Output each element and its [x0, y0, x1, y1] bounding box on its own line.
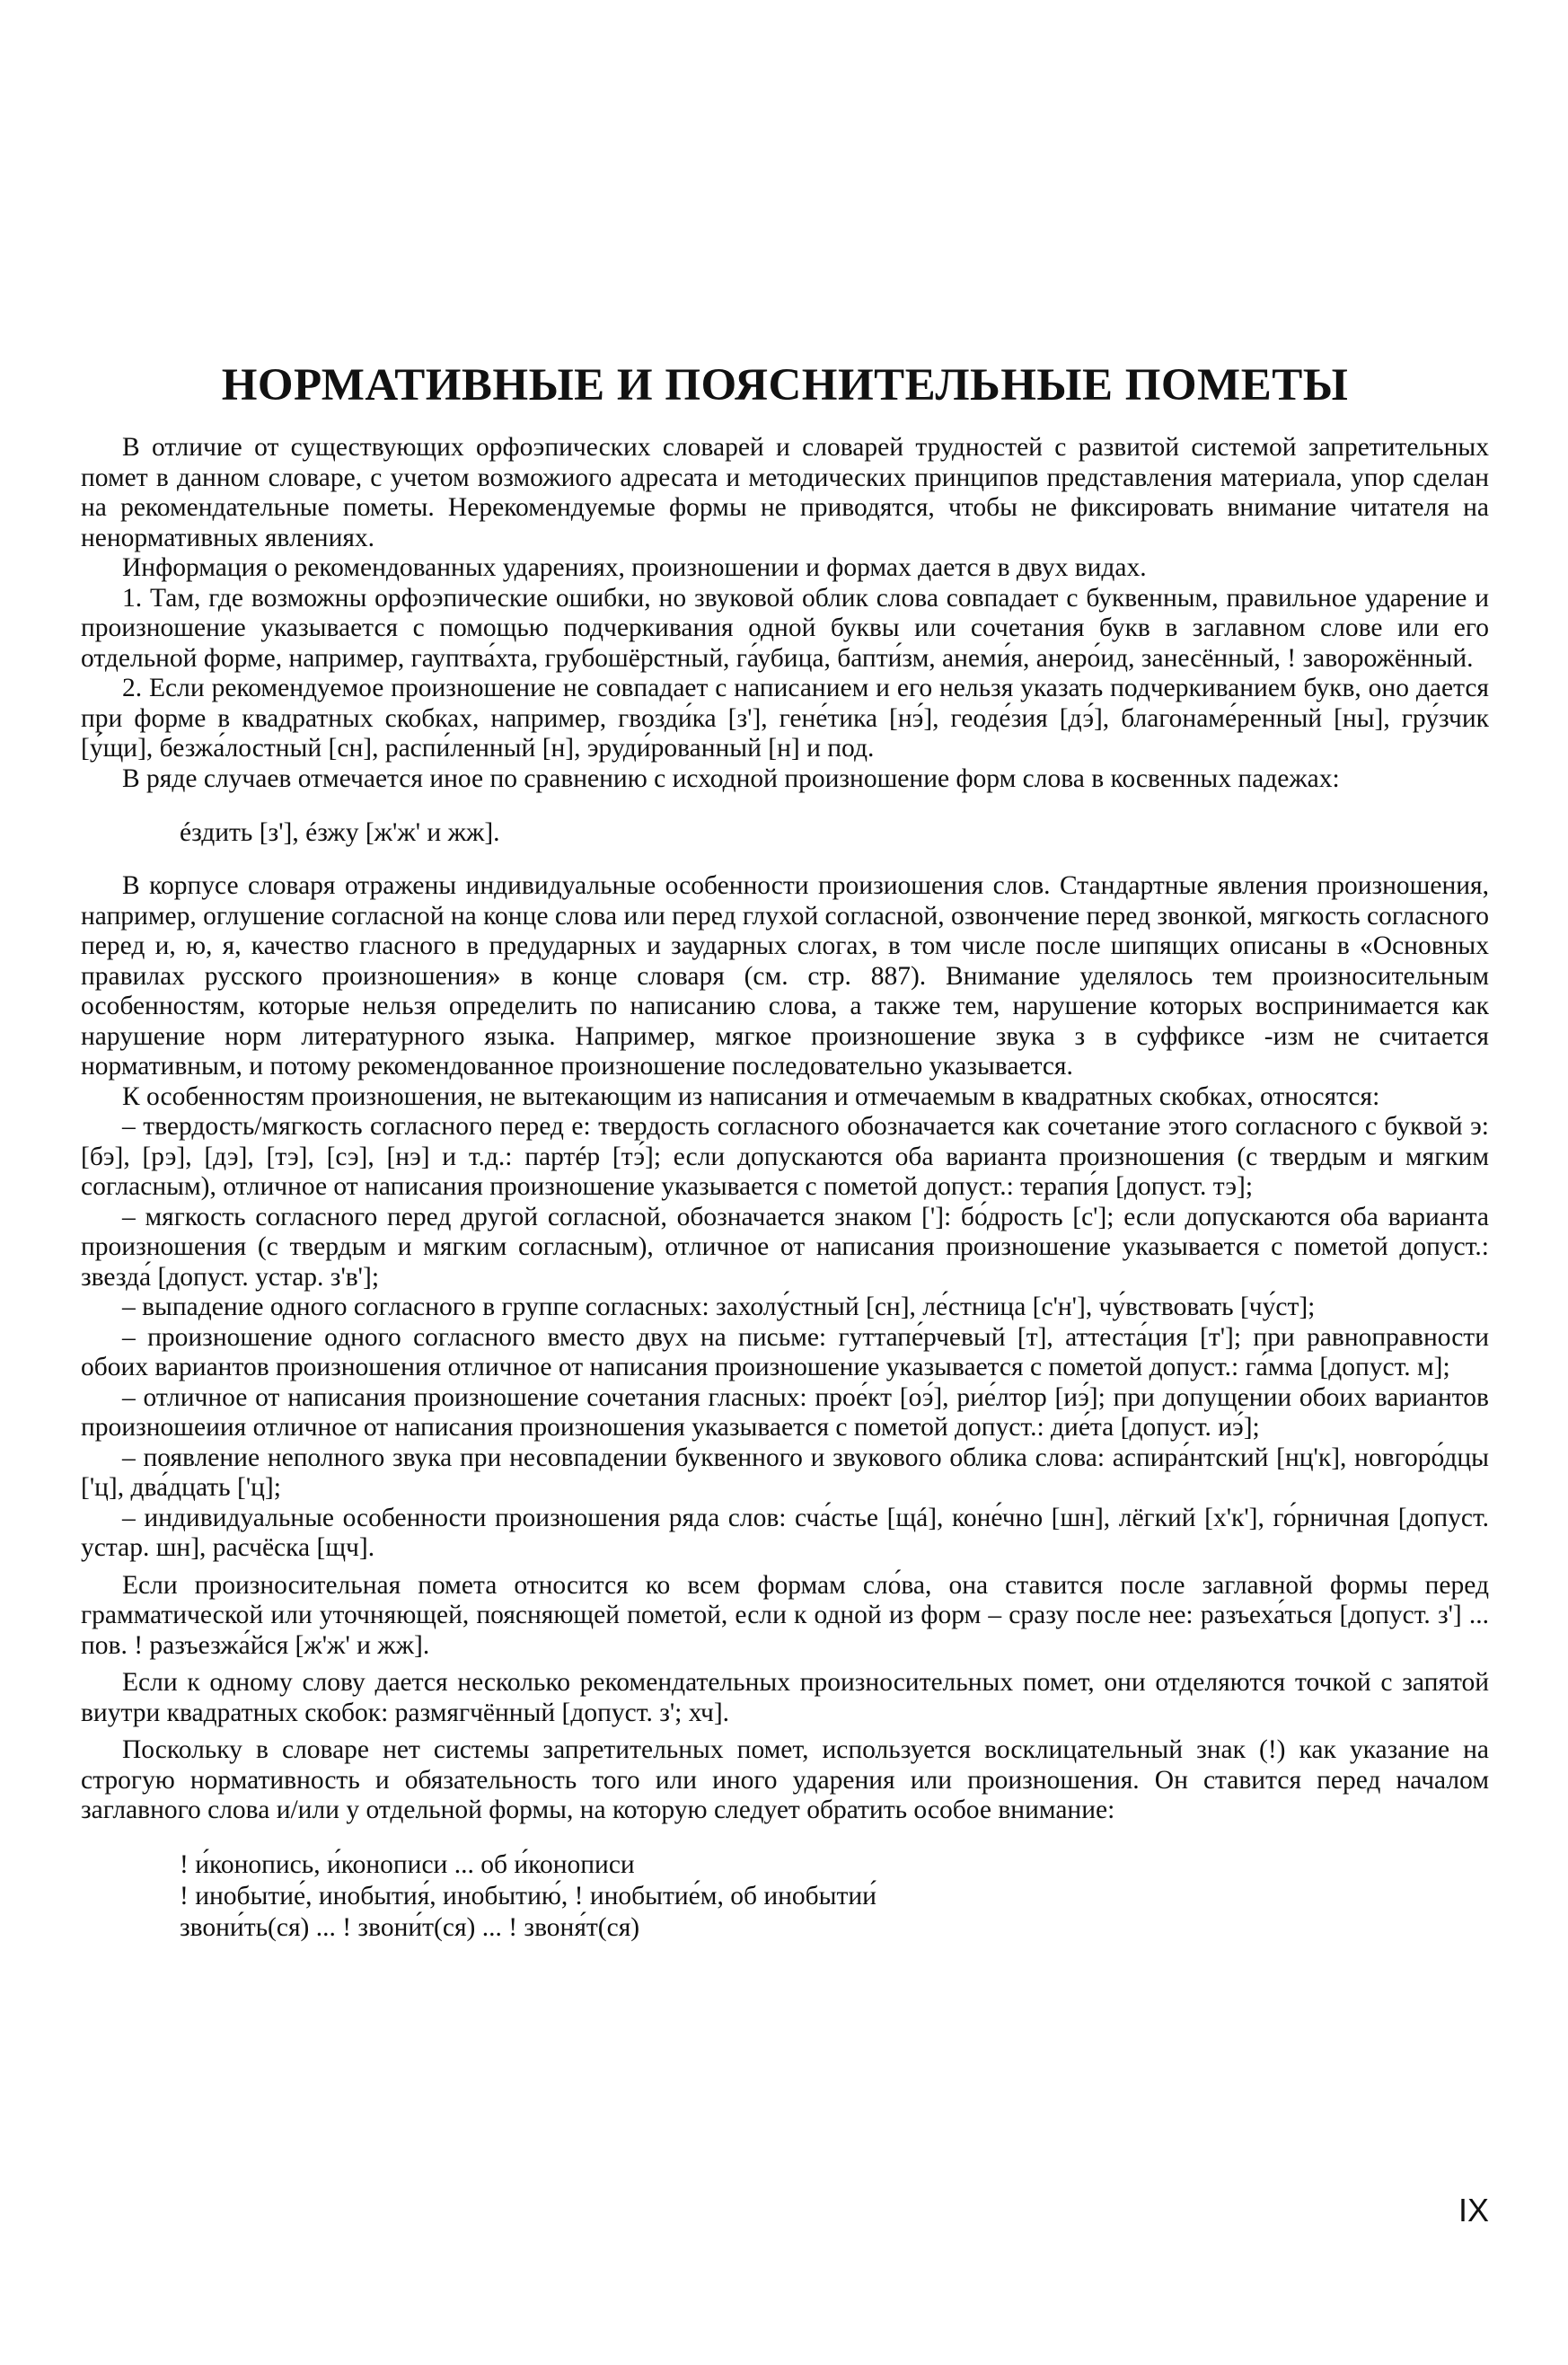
- list-item-hardness: – твердость/мягкость согласного перед е: твердость согласного обозначается как сочетание этого согласного с буквой э: [бэ], [рэ], [дэ], [тэ], [сэ], [нэ] и т.д.: партéр [тэ́]; если допускаются оба варианта произношения (с твердым и мягким согласным), отличное от написания произношение указывается с пометой допуст.: терапи́я [допуст. тэ];: [81, 1112, 1489, 1201]
- example-ikonopis: ! и́конопись, и́конописи ... об и́конописи: [180, 1849, 635, 1879]
- paragraph-exclamation: Поскольку в словаре нет системы запретительных помет, используется восклицательный знак (!) как указание на строгую нормативность и обязательность того или иного ударения или произношения. Он ставится перед началом заглавного слова и/или у отдельной формы, на которую следует обратить особое внимание:: [81, 1735, 1489, 1824]
- list-item-dropping: – выпадение одного согласного в группе согласных: захолу́стный [сн], ле́стница [с'н'], чу́вствовать [чу́ст];: [122, 1293, 1316, 1321]
- examples-block: [180, 1849, 1489, 1944]
- example-ezdit: éздить [з'], éзжу [ж'ж' и жж].: [180, 818, 500, 847]
- paragraph-several-marks: Если к одному слову дается несколько рекомендательных произносительных помет, они отделяются точкой с запятой виутри квадратных скобок: размягчённый [допуст. з'; хч].: [81, 1668, 1489, 1727]
- paragraph-point-2: 2. Если рекомендуемое произношение не совпадает с написанием и его нельзя указать подчеркиванием букв, оно дается при форме в квадратных скобках, например, гвозди́ка [з'], гене́тика [нэ́], геоде́зия [дэ́], благонаме́ренный [ны], гру́зчик [у́щи], безжа́лостный [сн], распи́ленный [н], эруди́рованный [н] и под.: [81, 674, 1489, 763]
- page-number: IX: [1458, 2192, 1489, 2228]
- list-item-individual: – индивидуальные особенности произношения ряда слов: сча́стье [щá], коне́чно [шн], лёгкий [х'к'], го́рничная [допуст. устар. шн], расчёска [щч].: [81, 1503, 1489, 1562]
- page-title: НОРМАТИВНЫЕ И ПОЯСНИТЕЛЬНЫЕ ПОМЕТЫ: [221, 360, 1349, 410]
- paragraph-features: К особенностям произношения, не вытекающим из написания и отмечаемым в квадратных скобках, относятся:: [122, 1081, 1380, 1111]
- list-item-double-consonant: – произношение одного согласного вместо двух на письме: гуттапе́рчевый [т], аттеста́ция [т']; при равноправности обоих вариантов произношения отличное от написания произношение указывается с пометой допуст.: га́мма [допуст. м];: [81, 1322, 1489, 1381]
- paragraph-corpus: В корпусе словаря отражены индивидуальные особенности произиошения слов. Стандартные явления произношения, например, оглушение согласной на конце слова или перед глухой согласной, озвончение перед звонкой, мягкость согласного перед и, ю, я, качество гласного в предударных и заударных слогах, в том числе после шипящих описаны в «Основных правилах русского произношения» в конце словаря (см. стр. 887). Внимание уделялось тем произносительным особенностям, которые нельзя определить по написанию слова, а также тем, нарушение которых воспринимается как нарушение норм литературного языка. Например, мягкое произношение звука з в суффиксе -изм не считается нормативным, и потому рекомендованное произношение последовательно указывается.: [81, 871, 1489, 1081]
- list-item-partial-sound: – появление неполного звука при несовпадении буквенного и звукового облика слова: аспира́нтский [нц'к], новгоро́дцы ['ц], два́дцать ['ц];: [81, 1443, 1489, 1502]
- paragraph-point-1: 1. Там, где возможны орфоэпические ошибки, но звуковой облик слова совпадает с буквенным, правильное ударение и произношение указывается с помощью подчеркивания одной буквы или сочетания букв в заглавном слове или его отдельной форме, например, гауптва́хта, грубошёрстный, га́убица, бапти́зм, анеми́я, анеро́ид, занесённый, ! заворожённый.: [81, 583, 1489, 673]
- paragraph-intro: В отличие от существующих орфоэпических словарей и словарей трудностей с развитой системой запретительных помет в данном словаре, с учетом возможиого адресата и методических принципов представления материала, упор сделан на рекомендательные пометы. Нерекомендуемые формы не приводятся, чтобы не фиксировать внимание читателя на ненормативных явлениях.: [81, 433, 1489, 552]
- paragraph-all-forms: Если произносительная помета относится ко всем формам сло́ва, она ставится после заглавной формы перед грамматической или уточняющей, поясняющей пометой, если к одной из форм – сразу после нее: разъеха́ться [допуст. з'] ... пов. ! разъезжа́йся [ж'ж' и жж].: [81, 1570, 1489, 1660]
- example-inobytie: ! инобытие́, инобытия́, инобытию́, ! инобытие́м, об инобытии́: [180, 1881, 876, 1911]
- list-item-vowels: – отличное от написания произношение сочетания гласных: прое́кт [оэ́], рие́лтор [иэ́]; при допущении обоих вариантов произношеиия отличное от написания произношения указывается с пометой допуст.: дие́та [допуст. иэ́];: [81, 1382, 1489, 1442]
- list-item-softness: – мягкость согласного перед другой согласной, обозначается знаком [']: бо́дрость [с']; если допускаются оба варианта произношения (с твердым и мягким согласным), отличное от написания произношение указывается с пометой допуст.: звезда́ [допуст. устар. з'в'];: [81, 1202, 1489, 1292]
- example-zvonit: звони́ть(ся) ... ! звони́т(ся) ... ! звоня́т(ся): [180, 1912, 640, 1942]
- paragraph-info: Информация о рекомендованных ударениях, произношении и формах дается в двух видах.: [122, 553, 1147, 582]
- page-body: [81, 359, 1489, 1944]
- paragraph-oblique-cases: В ряде случаев отмечается иное по сравнению с исходной произношение форм слова в косвенных падежах:: [122, 763, 1340, 793]
